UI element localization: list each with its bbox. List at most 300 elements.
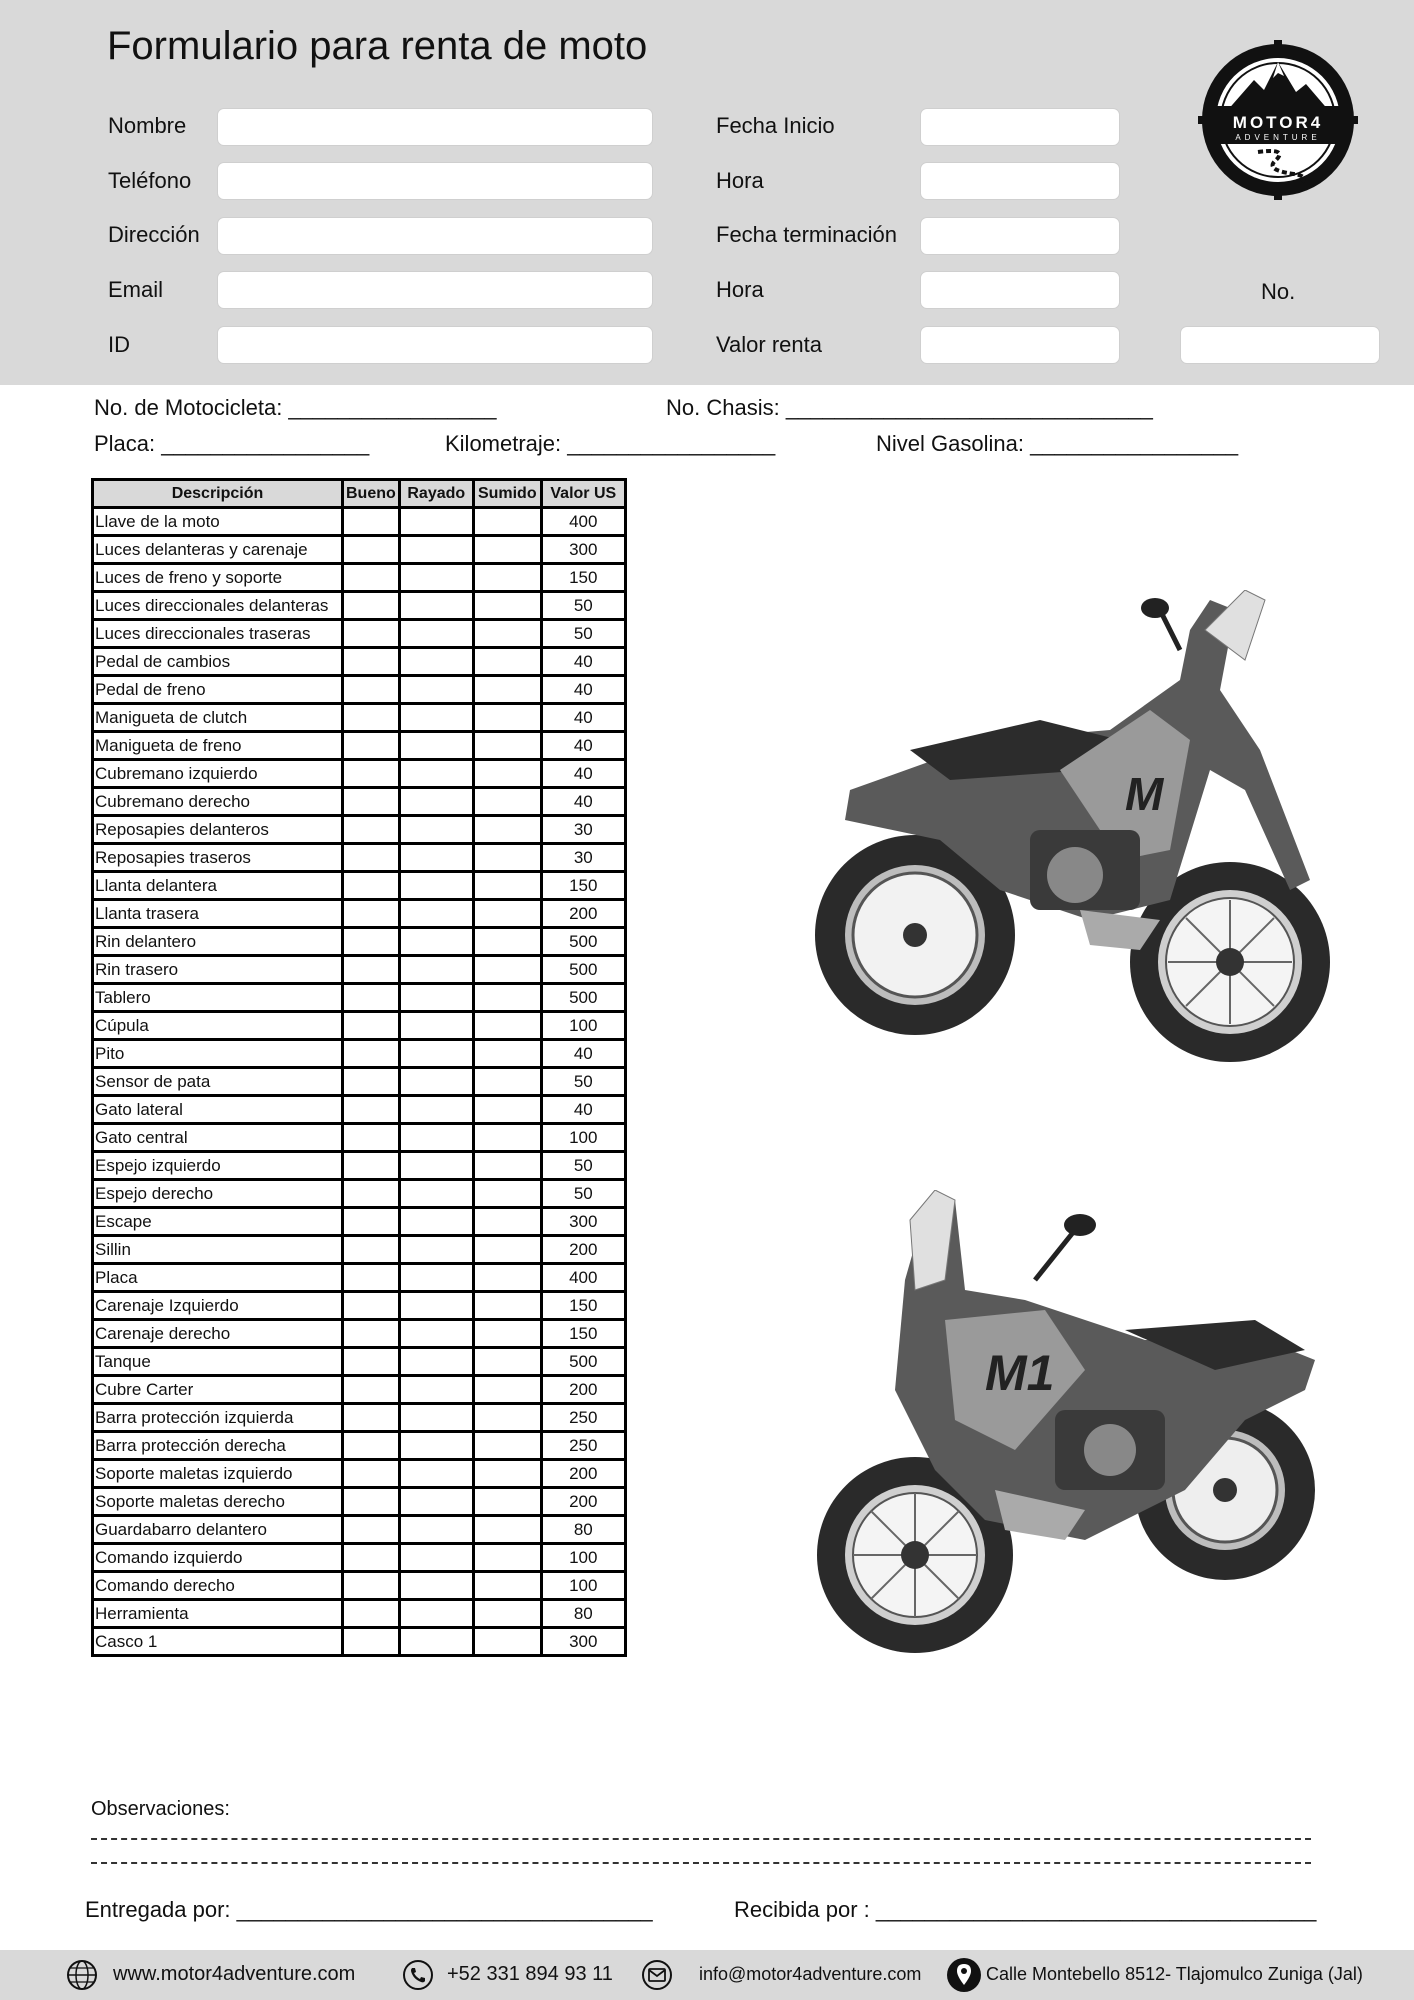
table-row <box>93 1628 626 1656</box>
item-value: 150 <box>541 1320 625 1348</box>
dented-cell[interactable] <box>473 1264 541 1292</box>
scratched-cell[interactable] <box>399 704 473 732</box>
item-value: 40 <box>541 676 625 704</box>
mileage-line: Kilometraje: _________________ <box>445 431 776 456</box>
item-description: Gato lateral <box>93 1096 343 1124</box>
scratched-cell[interactable] <box>399 956 473 984</box>
observations-label: Observaciones: <box>91 1798 230 1820</box>
scratched-cell[interactable] <box>399 1236 473 1264</box>
table-row <box>93 1180 626 1208</box>
moto-number-line: No. de Motocicleta: _________________ <box>94 395 497 420</box>
item-value: 400 <box>541 508 625 536</box>
table-row <box>93 1264 626 1292</box>
good-cell[interactable] <box>343 1152 400 1180</box>
item-value: 200 <box>541 1460 625 1488</box>
item-value: 500 <box>541 984 625 1012</box>
website-link[interactable]: www.motor4adventure.com <box>113 1963 356 1985</box>
observations-line-1[interactable] <box>91 1838 1311 1840</box>
item-value: 40 <box>541 1040 625 1068</box>
table-row <box>93 928 626 956</box>
item-description: Llave de la moto <box>93 508 343 536</box>
item-value: 150 <box>541 872 625 900</box>
item-value: 40 <box>541 648 625 676</box>
item-value: 150 <box>541 564 625 592</box>
table-row <box>93 704 626 732</box>
item-description: Tanque <box>93 1348 343 1376</box>
item-value: 200 <box>541 1488 625 1516</box>
dented-cell[interactable] <box>473 1516 541 1544</box>
item-description: Reposapies traseros <box>93 844 343 872</box>
header-value-us: Valor US <box>541 480 625 508</box>
scratched-cell[interactable] <box>399 1208 473 1236</box>
good-cell[interactable] <box>343 1544 400 1572</box>
table-row <box>93 1544 626 1572</box>
form-header <box>0 0 1414 385</box>
item-value: 40 <box>541 760 625 788</box>
good-cell[interactable] <box>343 928 400 956</box>
fuel-line: Nivel Gasolina: _________________ <box>876 431 1239 456</box>
good-cell[interactable] <box>343 1012 400 1040</box>
item-description: Placa <box>93 1264 343 1292</box>
item-value: 50 <box>541 1180 625 1208</box>
scratched-cell[interactable] <box>399 732 473 760</box>
scratched-cell[interactable] <box>399 1180 473 1208</box>
item-description: Cubre Carter <box>93 1376 343 1404</box>
table-row <box>93 1488 626 1516</box>
scratched-cell[interactable] <box>399 844 473 872</box>
location-pin-icon <box>946 1957 982 1993</box>
inspection-table <box>91 478 627 1657</box>
dented-cell[interactable] <box>473 1096 541 1124</box>
dented-cell[interactable] <box>473 648 541 676</box>
svg-text:M1: M1 <box>985 1345 1055 1401</box>
good-cell[interactable] <box>343 648 400 676</box>
address-field[interactable] <box>217 217 653 255</box>
table-row <box>93 648 626 676</box>
item-description: Herramienta <box>93 1600 343 1628</box>
good-cell[interactable] <box>343 760 400 788</box>
item-description: Luces direccionales delanteras <box>93 592 343 620</box>
table-row <box>93 1096 626 1124</box>
dented-cell[interactable] <box>473 1488 541 1516</box>
motorcycle-illustration-2 <box>817 1190 1315 1653</box>
item-description: Sillin <box>93 1236 343 1264</box>
scratched-cell[interactable] <box>399 1348 473 1376</box>
item-value: 30 <box>541 844 625 872</box>
good-cell[interactable] <box>343 1376 400 1404</box>
table-row <box>93 956 626 984</box>
scratched-cell[interactable] <box>399 788 473 816</box>
item-value: 100 <box>541 1544 625 1572</box>
delivered-by-line: Entregada por: __________________________________ <box>85 1897 653 1922</box>
item-description: Cubremano derecho <box>93 788 343 816</box>
contact-footer <box>0 1950 1414 2000</box>
item-description: Soporte maletas derecho <box>93 1488 343 1516</box>
table-header-row <box>93 480 626 508</box>
header-dented: Sumido <box>473 480 541 508</box>
header-scratched: Rayado <box>399 480 473 508</box>
item-value: 40 <box>541 732 625 760</box>
item-value: 100 <box>541 1572 625 1600</box>
item-description: Soporte maletas izquierdo <box>93 1460 343 1488</box>
dented-cell[interactable] <box>473 1404 541 1432</box>
table-row <box>93 1320 626 1348</box>
table-row <box>93 1124 626 1152</box>
table-row <box>93 1404 626 1432</box>
item-value: 40 <box>541 1096 625 1124</box>
item-description: Llanta trasera <box>93 900 343 928</box>
item-description: Comando derecho <box>93 1572 343 1600</box>
start-date-label: Fecha Inicio <box>716 113 835 138</box>
item-value: 150 <box>541 1292 625 1320</box>
scratched-cell[interactable] <box>399 760 473 788</box>
table-row <box>93 1432 626 1460</box>
scratched-cell[interactable] <box>399 984 473 1012</box>
dented-cell[interactable] <box>473 1208 541 1236</box>
item-value: 200 <box>541 1376 625 1404</box>
item-value: 300 <box>541 536 625 564</box>
item-value: 500 <box>541 928 625 956</box>
table-row <box>93 1572 626 1600</box>
scratched-cell[interactable] <box>399 1432 473 1460</box>
logo-text-adventure: ADVENTURE <box>1235 133 1321 142</box>
item-description: Casco 1 <box>93 1628 343 1656</box>
start-time-label: Hora <box>716 168 764 193</box>
scratched-cell[interactable] <box>399 648 473 676</box>
dented-cell[interactable] <box>473 760 541 788</box>
observations-line-2[interactable] <box>91 1862 1311 1864</box>
item-description: Barra protección derecha <box>93 1432 343 1460</box>
table-row <box>93 872 626 900</box>
name-field[interactable] <box>217 108 653 146</box>
dented-cell[interactable] <box>473 1600 541 1628</box>
end-time-field[interactable] <box>920 271 1120 309</box>
dented-cell[interactable] <box>473 872 541 900</box>
scratched-cell[interactable] <box>399 1264 473 1292</box>
item-description: Guardabarro delantero <box>93 1516 343 1544</box>
item-description: Pedal de cambios <box>93 648 343 676</box>
start-time-field[interactable] <box>920 162 1120 200</box>
dented-cell[interactable] <box>473 1236 541 1264</box>
page-title: Formulario para renta de moto <box>107 24 648 68</box>
good-cell[interactable] <box>343 816 400 844</box>
dented-cell[interactable] <box>473 1152 541 1180</box>
dented-cell[interactable] <box>473 1460 541 1488</box>
scratched-cell[interactable] <box>399 1600 473 1628</box>
good-cell[interactable] <box>343 1208 400 1236</box>
item-description: Cúpula <box>93 1012 343 1040</box>
header-good: Bueno <box>343 480 400 508</box>
table-row <box>93 760 626 788</box>
item-value: 500 <box>541 1348 625 1376</box>
table-row <box>93 620 626 648</box>
good-cell[interactable] <box>343 1348 400 1376</box>
scratched-cell[interactable] <box>399 1460 473 1488</box>
phone-field[interactable] <box>217 162 653 200</box>
form-number-field[interactable] <box>1180 326 1380 364</box>
dented-cell[interactable] <box>473 1320 541 1348</box>
scratched-cell[interactable] <box>399 872 473 900</box>
table-row <box>93 1348 626 1376</box>
table-row <box>93 1292 626 1320</box>
dented-cell[interactable] <box>473 1628 541 1656</box>
good-cell[interactable] <box>343 508 400 536</box>
email-label: Email <box>108 277 164 302</box>
item-description: Luces delanteras y carenaje <box>93 536 343 564</box>
email-icon <box>641 1959 673 1991</box>
item-description: Luces de freno y soporte <box>93 564 343 592</box>
table-row <box>93 1152 626 1180</box>
scratched-cell[interactable] <box>399 900 473 928</box>
item-value: 250 <box>541 1432 625 1460</box>
table-row <box>93 1012 626 1040</box>
good-cell[interactable] <box>343 1068 400 1096</box>
item-value: 300 <box>541 1628 625 1656</box>
dented-cell[interactable] <box>473 1292 541 1320</box>
table-row <box>93 1236 626 1264</box>
good-cell[interactable] <box>343 1628 400 1656</box>
table-row <box>93 900 626 928</box>
dented-cell[interactable] <box>473 1432 541 1460</box>
form-number-label: No. <box>1261 279 1296 304</box>
dented-cell[interactable] <box>473 1572 541 1600</box>
good-cell[interactable] <box>343 676 400 704</box>
name-label: Nombre <box>108 113 187 138</box>
dented-cell[interactable] <box>473 536 541 564</box>
dented-cell[interactable] <box>473 1012 541 1040</box>
table-row <box>93 536 626 564</box>
table-row <box>93 1376 626 1404</box>
dented-cell[interactable] <box>473 1544 541 1572</box>
item-description: Tablero <box>93 984 343 1012</box>
item-value: 300 <box>541 1208 625 1236</box>
end-date-label: Fecha terminación <box>716 222 897 247</box>
good-cell[interactable] <box>343 1236 400 1264</box>
rent-value-label: Valor renta <box>716 332 822 357</box>
good-cell[interactable] <box>343 844 400 872</box>
scratched-cell[interactable] <box>399 1040 473 1068</box>
dented-cell[interactable] <box>473 676 541 704</box>
good-cell[interactable] <box>343 1572 400 1600</box>
dented-cell[interactable] <box>473 956 541 984</box>
scratched-cell[interactable] <box>399 676 473 704</box>
dented-cell[interactable] <box>473 1068 541 1096</box>
scratched-cell[interactable] <box>399 1628 473 1656</box>
good-cell[interactable] <box>343 1600 400 1628</box>
chassis-line: No. Chasis: ______________________________ <box>666 395 1153 420</box>
item-value: 50 <box>541 1068 625 1096</box>
dented-cell[interactable] <box>473 788 541 816</box>
dented-cell[interactable] <box>473 704 541 732</box>
motorcycle-side-view-image <box>790 590 1350 1080</box>
scratched-cell[interactable] <box>399 1068 473 1096</box>
good-cell[interactable] <box>343 1292 400 1320</box>
dented-cell[interactable] <box>473 844 541 872</box>
address-label: Dirección <box>108 222 200 247</box>
table-row <box>93 1040 626 1068</box>
table-row <box>93 592 626 620</box>
logo-text-motor4: MOTOR4 <box>1232 113 1324 132</box>
good-cell[interactable] <box>343 900 400 928</box>
dented-cell[interactable] <box>473 564 541 592</box>
motor4-adventure-logo <box>1198 40 1358 200</box>
table-row <box>93 1600 626 1628</box>
scratched-cell[interactable] <box>399 1124 473 1152</box>
good-cell[interactable] <box>343 1180 400 1208</box>
table-row <box>93 1208 626 1236</box>
good-cell[interactable] <box>343 1516 400 1544</box>
good-cell[interactable] <box>343 704 400 732</box>
scratched-cell[interactable] <box>399 1544 473 1572</box>
item-description: Espejo derecho <box>93 1180 343 1208</box>
scratched-cell[interactable] <box>399 1152 473 1180</box>
item-value: 500 <box>541 956 625 984</box>
table-row <box>93 676 626 704</box>
item-description: Llanta delantera <box>93 872 343 900</box>
scratched-cell[interactable] <box>399 1488 473 1516</box>
table-row <box>93 844 626 872</box>
table-row <box>93 564 626 592</box>
scratched-cell[interactable] <box>399 564 473 592</box>
good-cell[interactable] <box>343 1432 400 1460</box>
good-cell[interactable] <box>343 592 400 620</box>
table-row <box>93 984 626 1012</box>
good-cell[interactable] <box>343 1040 400 1068</box>
item-description: Carenaje Izquierdo <box>93 1292 343 1320</box>
item-value: 200 <box>541 1236 625 1264</box>
scratched-cell[interactable] <box>399 1376 473 1404</box>
phone-number[interactable]: +52 331 894 93 11 <box>447 1963 613 1985</box>
phone-icon <box>402 1959 434 1991</box>
item-value: 80 <box>541 1600 625 1628</box>
item-description: Reposapies delanteros <box>93 816 343 844</box>
item-description: Gato central <box>93 1124 343 1152</box>
scratched-cell[interactable] <box>399 1516 473 1544</box>
scratched-cell[interactable] <box>399 928 473 956</box>
scratched-cell[interactable] <box>399 1096 473 1124</box>
table-row <box>93 508 626 536</box>
item-value: 400 <box>541 1264 625 1292</box>
item-value: 100 <box>541 1124 625 1152</box>
item-value: 250 <box>541 1404 625 1432</box>
dented-cell[interactable] <box>473 620 541 648</box>
item-value: 40 <box>541 788 625 816</box>
item-description: Manigueta de clutch <box>93 704 343 732</box>
motorcycle-illustration-1 <box>815 590 1330 1062</box>
email-link[interactable]: info@motor4adventure.com <box>699 1964 922 1984</box>
item-description: Comando izquierdo <box>93 1544 343 1572</box>
item-description: Barra protección izquierda <box>93 1404 343 1432</box>
good-cell[interactable] <box>343 1124 400 1152</box>
address-text: Calle Montebello 8512- Tlajomulco Zuniga (Jal) <box>986 1964 1363 1984</box>
item-value: 100 <box>541 1012 625 1040</box>
item-description: Pito <box>93 1040 343 1068</box>
good-cell[interactable] <box>343 1096 400 1124</box>
good-cell[interactable] <box>343 956 400 984</box>
scratched-cell[interactable] <box>399 536 473 564</box>
table-row <box>93 816 626 844</box>
table-row <box>93 732 626 760</box>
good-cell[interactable] <box>343 1320 400 1348</box>
email-field[interactable] <box>217 271 653 309</box>
svg-text:M: M <box>1125 768 1164 820</box>
globe-icon <box>66 1959 98 1991</box>
end-time-label: Hora <box>716 277 764 302</box>
dented-cell[interactable] <box>473 1376 541 1404</box>
start-date-field[interactable] <box>920 108 1120 146</box>
good-cell[interactable] <box>343 620 400 648</box>
dented-cell[interactable] <box>473 984 541 1012</box>
good-cell[interactable] <box>343 1488 400 1516</box>
motorcycle-front-quarter-image <box>785 1190 1345 1670</box>
good-cell[interactable] <box>343 732 400 760</box>
item-description: Carenaje derecho <box>93 1320 343 1348</box>
end-date-field[interactable] <box>920 217 1120 255</box>
dented-cell[interactable] <box>473 1180 541 1208</box>
dented-cell[interactable] <box>473 928 541 956</box>
dented-cell[interactable] <box>473 732 541 760</box>
scratched-cell[interactable] <box>399 1404 473 1432</box>
good-cell[interactable] <box>343 788 400 816</box>
id-field[interactable] <box>217 326 653 364</box>
good-cell[interactable] <box>343 1460 400 1488</box>
table-row <box>93 1068 626 1096</box>
phone-label: Teléfono <box>108 168 192 193</box>
dented-cell[interactable] <box>473 900 541 928</box>
scratched-cell[interactable] <box>399 1572 473 1600</box>
scratched-cell[interactable] <box>399 816 473 844</box>
dented-cell[interactable] <box>473 592 541 620</box>
dented-cell[interactable] <box>473 816 541 844</box>
item-description: Rin delantero <box>93 928 343 956</box>
scratched-cell[interactable] <box>399 1012 473 1040</box>
item-value: 50 <box>541 620 625 648</box>
table-row <box>93 1460 626 1488</box>
item-description: Sensor de pata <box>93 1068 343 1096</box>
received-by-line: Recibida por : ____________________________________ <box>734 1897 1317 1922</box>
item-description: Pedal de freno <box>93 676 343 704</box>
scratched-cell[interactable] <box>399 508 473 536</box>
item-value: 50 <box>541 1152 625 1180</box>
good-cell[interactable] <box>343 872 400 900</box>
dented-cell[interactable] <box>473 1348 541 1376</box>
good-cell[interactable] <box>343 536 400 564</box>
good-cell[interactable] <box>343 564 400 592</box>
scratched-cell[interactable] <box>399 592 473 620</box>
dented-cell[interactable] <box>473 508 541 536</box>
item-value: 40 <box>541 704 625 732</box>
dented-cell[interactable] <box>473 1040 541 1068</box>
item-value: 80 <box>541 1516 625 1544</box>
item-value: 30 <box>541 816 625 844</box>
good-cell[interactable] <box>343 1404 400 1432</box>
scratched-cell[interactable] <box>399 1320 473 1348</box>
plate-line: Placa: _________________ <box>94 431 370 456</box>
header-description: Descripción <box>93 480 343 508</box>
item-description: Escape <box>93 1208 343 1236</box>
dented-cell[interactable] <box>473 1124 541 1152</box>
item-description: Espejo izquierdo <box>93 1152 343 1180</box>
rent-value-field[interactable] <box>920 326 1120 364</box>
scratched-cell[interactable] <box>399 1292 473 1320</box>
item-description: Cubremano izquierdo <box>93 760 343 788</box>
scratched-cell[interactable] <box>399 620 473 648</box>
good-cell[interactable] <box>343 1264 400 1292</box>
good-cell[interactable] <box>343 984 400 1012</box>
item-value: 50 <box>541 592 625 620</box>
item-description: Luces direccionales traseras <box>93 620 343 648</box>
table-row <box>93 1516 626 1544</box>
